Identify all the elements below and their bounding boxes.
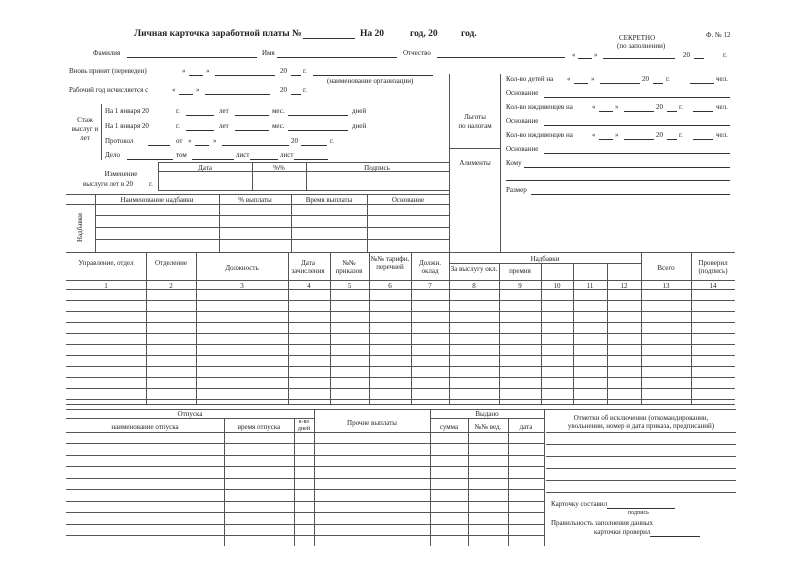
children-month-field[interactable] (600, 83, 640, 84)
vacation-row (66, 512, 544, 513)
grid-line (224, 418, 225, 546)
grid-line (544, 409, 545, 546)
grid-line (95, 239, 449, 240)
tenure-row2-months: мес. (272, 122, 285, 130)
children-year-field[interactable] (653, 83, 663, 84)
col-tariff-no: №№ тарифн. перечней (370, 255, 410, 271)
tenure-row2-days: дней (352, 122, 367, 130)
surname-field[interactable] (127, 57, 257, 58)
card-made-label: Карточку составил (551, 500, 608, 508)
col-number: 2 (169, 282, 173, 290)
tax-benefits-label-2: по налогам (458, 122, 492, 130)
grid-line (330, 252, 331, 404)
dependents2-day-field[interactable] (599, 139, 613, 140)
date-quote-close: » (213, 137, 217, 145)
form-number: Ф. № 12 (706, 31, 731, 39)
vacations-header: Отпуска (177, 410, 203, 418)
col-number: 5 (347, 282, 352, 290)
notes-row (546, 480, 736, 481)
grid-line (158, 162, 449, 163)
case-sheet2: лист (280, 151, 294, 159)
issued-sum-col: сумма (439, 423, 459, 431)
basis-label-2: Основание (506, 117, 539, 125)
grid-line (66, 194, 449, 195)
grid-line (95, 194, 96, 252)
notes-row (546, 456, 736, 457)
tenure-row1-days: дней (352, 107, 367, 115)
to-whom-field[interactable] (524, 167, 730, 168)
year-to-label: год. (461, 29, 477, 39)
grid-line (500, 74, 501, 252)
grid-line (294, 418, 295, 546)
dependents2-year-field[interactable] (667, 139, 677, 140)
date-quote-close: » (206, 67, 210, 75)
dependents1-year-prefix: 20 (656, 103, 663, 111)
tenure-row2-years: лет (219, 122, 229, 130)
year-mid-label: год, 20 (410, 29, 438, 39)
children-count-label: Кол-во детей на (506, 75, 554, 83)
case-label: Дело (105, 151, 120, 159)
check-correct-label-2: карточки проверил (594, 528, 651, 536)
allowance-col-percent: % выплаты (238, 196, 272, 204)
vacation-row (66, 501, 544, 502)
dependents2-count-field[interactable] (693, 139, 713, 140)
grid-line (158, 190, 449, 191)
tenure-row1-days-field[interactable] (288, 115, 348, 116)
col-tenure-allowance: За выслугу окл. (450, 265, 498, 273)
protocol-day-field[interactable] (195, 145, 209, 146)
vacation-row (66, 535, 544, 536)
grid-line (508, 418, 509, 546)
grid-line (641, 252, 642, 404)
secret-stamp: СЕКРЕТНО (619, 34, 656, 42)
allowance-col-name: Наименование надбавки (120, 196, 194, 204)
organization-note: (наименование организации) (327, 77, 414, 85)
hired-label: Вновь принят (переведен) (69, 67, 147, 75)
col-position: Должность (225, 264, 259, 272)
grid-line (288, 252, 289, 404)
surname-label: Фамилия (93, 49, 121, 57)
hire-year-prefix: 20 (280, 67, 287, 75)
hire-day-field[interactable] (189, 75, 203, 76)
basis-label-1: Основание (506, 89, 539, 97)
grid-line (306, 162, 307, 190)
dependents1-day-field[interactable] (599, 111, 613, 112)
birth-year-field[interactable] (694, 58, 704, 59)
case-sheet2-field[interactable] (294, 159, 328, 160)
grid-line (66, 289, 735, 290)
allowances-side-label: Надбавки (76, 213, 84, 242)
table-row (66, 344, 735, 345)
table-row (66, 311, 735, 312)
table-row (66, 322, 735, 323)
change-label: Изменение (104, 170, 138, 178)
change-col-percent: %% (273, 164, 285, 172)
col-number: 7 (428, 282, 432, 290)
issued-date-col: дата (519, 423, 533, 431)
table-row (66, 355, 735, 356)
tenure-row2-years-field[interactable] (186, 130, 214, 131)
grid-line (146, 252, 147, 404)
work-year-month-field[interactable] (205, 94, 270, 95)
allowance-col-time: Время выплаты (305, 196, 353, 204)
grid-line (369, 252, 370, 404)
patronymic-field[interactable] (437, 57, 565, 58)
grid-line (411, 252, 412, 404)
grid-line (449, 148, 500, 149)
col-number: 3 (240, 282, 244, 290)
col-section: Отделение (155, 259, 187, 267)
dependents1-year-field[interactable] (667, 111, 677, 112)
check-correct-label: Правильность заполнения данных (551, 519, 654, 527)
exclusion-notes-header-2: увольнении, номер и дата приказа, предписаний) (567, 422, 715, 430)
col-checked: Проверил (подпись) (698, 259, 728, 275)
dependents2-month-field[interactable] (624, 139, 654, 140)
dependents1-month-field[interactable] (624, 111, 654, 112)
col-dept-unit: Управление, отдел (78, 259, 134, 267)
notes-row (546, 492, 736, 493)
issued-header: Выдано (475, 410, 499, 418)
secret-note: (по заполнении) (617, 42, 666, 50)
children-year-suffix: г. (666, 75, 670, 83)
grid-line (158, 171, 449, 172)
col-number: 4 (307, 282, 311, 290)
work-year-prefix: 20 (280, 86, 287, 94)
children-year-prefix: 20 (642, 75, 649, 83)
alimony-label: Алименты (459, 159, 491, 167)
other-payments-header: Прочие выплаты (347, 419, 397, 427)
grid-line (468, 418, 469, 546)
basis-label-3: Основание (506, 145, 539, 153)
tenure-row1-label: На 1 января 20 (105, 107, 149, 115)
hire-year-field[interactable] (291, 75, 301, 76)
col-bonus: премия (509, 267, 531, 275)
basis-field-2[interactable] (544, 125, 730, 126)
protocol-year-field[interactable] (301, 145, 327, 146)
tenure-row1-years-field[interactable] (186, 115, 214, 116)
children-persons: чел. (716, 75, 728, 83)
col-number: 11 (586, 282, 594, 290)
grid-line (66, 280, 735, 281)
tenure-row2-g: г. (176, 122, 180, 130)
dependents1-count-field[interactable] (693, 111, 713, 112)
grid-line (449, 263, 641, 264)
grid-line (66, 409, 736, 410)
notes-row (546, 468, 736, 469)
work-year-suffix: г. (303, 86, 307, 94)
date-quote-open: « (567, 75, 571, 83)
card-title: Личная карточка заработной платы № (134, 29, 302, 39)
grid-line (66, 252, 735, 253)
hire-month-field[interactable] (215, 75, 275, 76)
work-year-label: Рабочий год исчисляется с (69, 86, 149, 94)
date-quote-close: » (591, 75, 595, 83)
table-row (66, 333, 735, 334)
date-quote-open: « (172, 86, 176, 94)
col-allowances-group: Надбавки (530, 255, 560, 263)
case-tom-field[interactable] (192, 159, 234, 160)
table-row (66, 366, 735, 367)
change-col-signature: Подпись (364, 164, 390, 172)
vacation-days-col: к-во дней (297, 419, 311, 432)
vacation-row (66, 524, 544, 525)
case-sheet1-field[interactable] (250, 159, 278, 160)
date-quote-close: » (594, 51, 598, 59)
tax-benefits-label: Льготы (464, 113, 486, 121)
basis-field-1[interactable] (544, 97, 730, 98)
grid-line (430, 418, 544, 419)
tenure-row2-label: На 1 января 20 (105, 122, 149, 130)
grid-line (449, 252, 450, 404)
tenure-row2-days-field[interactable] (288, 130, 348, 131)
birth-year-suffix: г. (723, 51, 727, 59)
protocol-year-prefix: 20 (291, 137, 298, 145)
col-orders-no: №№ приказов (335, 259, 363, 275)
hire-year-suffix: г. (303, 67, 307, 75)
date-quote-close: » (615, 131, 619, 139)
tenure-label: Стаж выслуг и лет (71, 116, 99, 142)
grid-line (291, 194, 292, 252)
year-from-label: На 20 (360, 29, 385, 39)
grid-line (158, 162, 159, 190)
col-number: 10 (553, 282, 561, 290)
dependents2-year-suffix: г. (679, 131, 683, 139)
birth-day-field[interactable] (578, 58, 592, 59)
grid-line (95, 215, 449, 216)
name-label: Имя (262, 49, 275, 57)
tenure-row2-months-field[interactable] (235, 130, 269, 131)
children-day-field[interactable] (574, 83, 588, 84)
protocol-label: Протокол (105, 137, 134, 145)
birth-month-field[interactable] (603, 58, 675, 59)
children-count-field[interactable] (690, 83, 714, 84)
issued-statement-col: №№ вед. (474, 423, 502, 431)
case-field[interactable] (127, 159, 173, 160)
dependents1-label: Кол-во иждивенцев на (506, 103, 573, 111)
grid-line (95, 227, 449, 228)
protocol-month-field[interactable] (222, 145, 289, 146)
basis-field-3[interactable] (544, 153, 730, 154)
date-quote-open: « (592, 131, 596, 139)
date-quote-open: « (182, 67, 186, 75)
date-quote-open: « (572, 51, 576, 59)
date-quote-close: » (615, 103, 619, 111)
grid-line (449, 74, 450, 252)
dependents2-label: Кол-во иждивенцев на (506, 131, 573, 139)
patronymic-label: Отчество (403, 49, 431, 57)
allowance-col-basis: Основание (391, 196, 425, 204)
col-salary: Должн. оклад (418, 259, 441, 275)
grid-line (66, 404, 735, 405)
col-number: 9 (518, 282, 522, 290)
grid-line (101, 104, 102, 160)
card-number-field[interactable] (303, 38, 355, 39)
protocol-number-field[interactable] (148, 145, 170, 146)
tenure-row1-months: мес. (272, 107, 285, 115)
grid-line (66, 418, 314, 419)
col-number: 8 (472, 282, 476, 290)
vacation-row (66, 466, 544, 467)
amount-field[interactable] (531, 194, 730, 195)
dependents1-year-suffix: г. (679, 103, 683, 111)
card-checked-signature-field[interactable] (650, 536, 700, 537)
case-sheet1: лист (236, 151, 250, 159)
date-quote-open: « (188, 137, 192, 145)
change-col-date: Дата (198, 164, 212, 172)
vacation-row (66, 455, 544, 456)
date-quote-open: « (592, 103, 596, 111)
grid-line (252, 162, 253, 190)
vacation-row (66, 443, 544, 444)
to-whom-field-2[interactable] (506, 180, 730, 181)
vacation-name-col: наименование отпуска (111, 423, 179, 431)
col-number: 14 (709, 282, 717, 290)
col-enroll-date: Дата зачисления (291, 259, 325, 275)
name-field[interactable] (277, 57, 397, 58)
tenure-row1-months-field[interactable] (235, 115, 269, 116)
protocol-g: г. (330, 137, 334, 145)
notes-row (546, 444, 736, 445)
col-total: Всего (657, 264, 675, 272)
tenure-row1-years: лет (219, 107, 229, 115)
col-number: 1 (104, 282, 108, 290)
vacation-row (66, 489, 544, 490)
signature-note: подпись (628, 510, 649, 516)
grid-line (196, 252, 197, 404)
to-whom-label: Кому (506, 159, 522, 167)
change-label-2: выслуги лет в 20 (83, 180, 133, 188)
grid-line (219, 194, 220, 252)
grid-line (66, 204, 449, 205)
col-number: 13 (662, 282, 670, 290)
grid-line (691, 252, 692, 404)
exclusion-notes-header: Отметки об исключении (откомандировании, (573, 414, 709, 422)
col-number: 12 (620, 282, 628, 290)
tenure-row1-g: г. (176, 107, 180, 115)
amount-label: Размер (506, 186, 527, 194)
work-year-field[interactable] (291, 94, 301, 95)
work-year-day-field[interactable] (179, 94, 193, 95)
table-row (66, 399, 735, 400)
dependents2-year-prefix: 20 (656, 131, 663, 139)
table-row (66, 300, 735, 301)
birth-year-prefix: 20 (683, 51, 690, 59)
organization-field[interactable] (313, 75, 433, 76)
dependents2-persons: чел. (716, 131, 728, 139)
grid-line (367, 194, 368, 252)
table-row (66, 377, 735, 378)
case-tom: том (176, 151, 187, 159)
vacation-row (66, 478, 544, 479)
col-number: 6 (388, 282, 392, 290)
protocol-ot: от (176, 137, 183, 145)
date-quote-close: » (196, 86, 200, 94)
grid-line (66, 432, 544, 433)
change-g: г. (149, 180, 153, 188)
dependents1-persons: чел. (716, 103, 728, 111)
table-row (66, 388, 735, 389)
vacation-time-col: время отпуска (237, 423, 281, 431)
grid-line (546, 432, 736, 433)
